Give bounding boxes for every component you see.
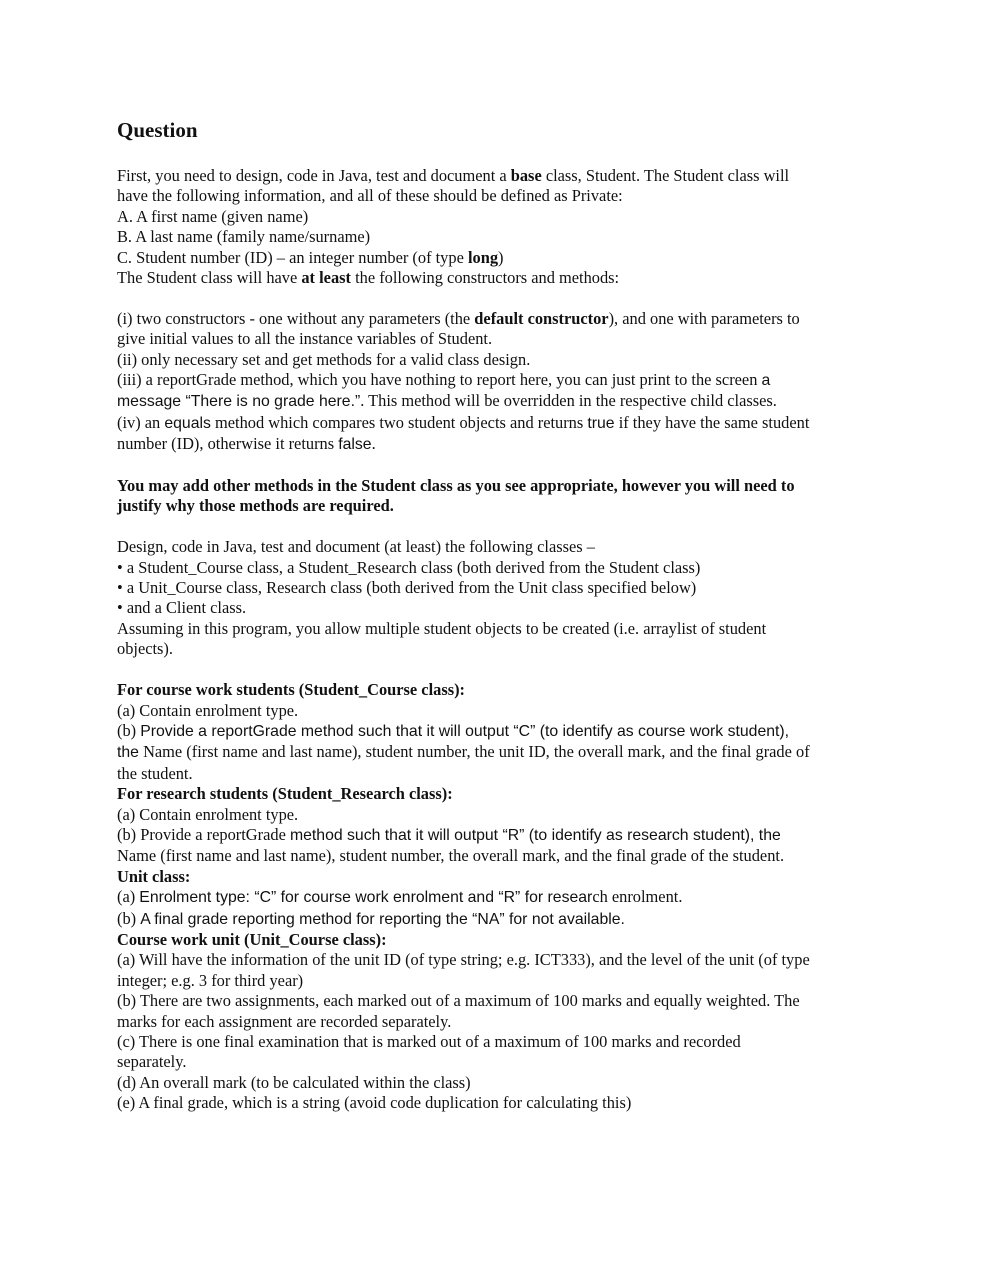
document-page [117, 116, 877, 1114]
bullet-item: • and a Client class. [117, 598, 247, 618]
text: method which compares two student objects and returns [210, 412, 588, 432]
text: ), and one with parameters to [608, 308, 800, 328]
list-item [117, 413, 877, 434]
list-item: (b) There are two assignments, each marked out of a maximum of 100 marks and equally weighted. The [117, 991, 800, 1011]
list-item [117, 309, 877, 329]
text: . [371, 434, 376, 454]
text: (iii) a reportGrade method, which you have nothing to report here, you can just print to the screen [117, 370, 762, 390]
text: equals [164, 414, 211, 432]
paragraph-line: give initial values to all the instance variables of Student. [117, 329, 493, 349]
paragraph-line [117, 434, 877, 455]
section-heading: For course work students (Student_Course class): [117, 680, 465, 700]
text: a [761, 372, 771, 390]
text: ) [498, 247, 504, 267]
text: ch enrolment. [592, 887, 683, 907]
list-item: (e) A final grade, which is a string (avoid code duplication for calculating this) [117, 1093, 632, 1113]
bold-text: long [467, 247, 499, 267]
bullet-item: • a Unit_Course class, Research class (both derived from the Unit class specified below) [117, 578, 697, 598]
list-item [117, 909, 877, 930]
text: (i) two constructors - one without any parameters (the [117, 308, 475, 328]
bold-paragraph-line: justify why those methods are required. [117, 496, 394, 516]
list-item: (a) Contain enrolment type. [117, 700, 299, 720]
list-item [117, 370, 877, 391]
text: if they have the same student [614, 412, 810, 432]
paragraph-line: Name (first name and last name), student number, the overall mark, and the final grade of the student. [117, 846, 785, 866]
bullet-item: • a Student_Course class, a Student_Research class (both derived from the Student class) [117, 557, 701, 577]
text: method such that it will output “R” (to identify as research student), the [289, 826, 781, 844]
text: C. Student number (ID) – an integer number (of type [117, 247, 468, 267]
list-item [117, 825, 877, 846]
paragraph-line: objects). [117, 639, 173, 659]
text: Enrolment type: “C” for course work enrolment and “R” for resear [139, 889, 593, 907]
list-item: B. A last name (family name/surname) [117, 227, 371, 247]
list-item [117, 721, 877, 742]
text: true [587, 414, 615, 432]
paragraph-line [117, 391, 877, 412]
text: (b) Provide a reportGrade [117, 824, 290, 844]
list-item: A. A first name (given name) [117, 206, 309, 226]
text: false [338, 436, 372, 454]
paragraph-line [117, 268, 877, 288]
list-item [117, 248, 877, 268]
paragraph-line [117, 742, 877, 763]
list-item: (a) Will have the information of the unit ID (of type string; e.g. ICT333), and the level of the unit (of type [117, 950, 810, 970]
text: Name (first name and last name), student number, the unit ID, the overall mark, and the final grade of [138, 742, 810, 762]
text: (iv) an [117, 412, 165, 432]
list-item: (c) There is one final examination that is marked out of a maximum of 100 marks and recorded [117, 1032, 741, 1051]
paragraph-line: Assuming in this program, you allow multiple student objects to be created (i.e. arraylist of student [117, 618, 767, 638]
list-item: (a) Contain enrolment type. [117, 804, 299, 824]
text: A final grade reporting method for reporting the “NA” for not available. [140, 910, 625, 928]
text: number (ID), otherwise it returns [117, 434, 339, 454]
paragraph-line: marks for each assignment are recorded separately. [117, 1011, 452, 1031]
section-heading: Unit class: [117, 866, 191, 886]
paragraph-line: have the following information, and all of these should be defined as Private: [117, 186, 623, 206]
text: the [117, 744, 139, 762]
section-heading: For research students (Student_Research class): [117, 784, 453, 804]
section-heading: Course work unit (Unit_Course class): [117, 929, 387, 949]
text: class, Student. The Student class will [541, 166, 790, 185]
page-title: Question [117, 118, 198, 142]
paragraph-line: Design, code in Java, test and document (at least) the following classes – [117, 537, 595, 557]
text: (b) [117, 720, 141, 740]
text: the following constructors and methods: [350, 268, 620, 288]
text: First, you need to design, code in Java, test and document a [117, 166, 511, 185]
bold-text: base [510, 166, 542, 185]
paragraph-line: separately. [117, 1052, 187, 1072]
text: (a) [117, 887, 140, 907]
list-item [117, 887, 877, 908]
bold-text: at least [301, 268, 351, 288]
paragraph-line [117, 166, 877, 186]
text: (b) [117, 908, 141, 928]
text: Provide a reportGrade method such that it will output “C” (to identify as course work student), [140, 722, 790, 740]
text: The Student class will have [117, 268, 302, 288]
list-item: (d) An overall mark (to be calculated within the class) [117, 1072, 471, 1092]
bold-text: default constructor [474, 308, 609, 328]
paragraph-line: integer; e.g. 3 for third year) [117, 970, 304, 990]
text: message “There is no grade here.” [117, 393, 361, 411]
list-item: (ii) only necessary set and get methods for a valid class design. [117, 349, 531, 369]
text: . This method will be overridden in the respective child classes. [360, 391, 777, 411]
paragraph-line: the student. [117, 763, 193, 783]
bold-paragraph-line: You may add other methods in the Student class as you see appropriate, however you will need to [117, 476, 795, 496]
